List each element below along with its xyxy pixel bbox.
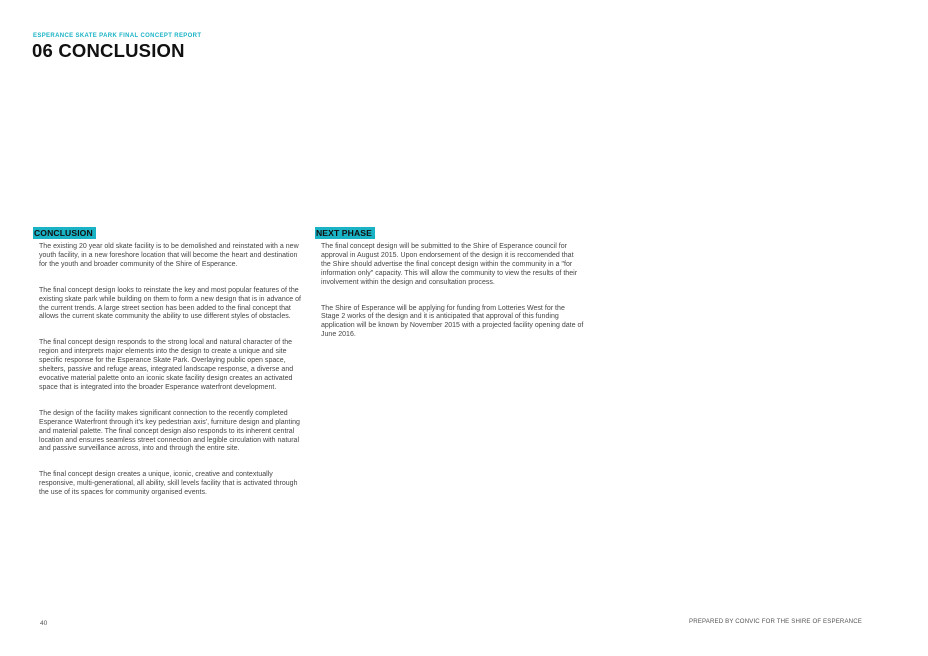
next-phase-heading: NEXT PHASE <box>315 227 375 239</box>
report-title: ESPERANCE SKATE PARK FINAL CONCEPT REPORT <box>33 33 202 39</box>
conclusion-paragraph-3: The final concept design responds to the strong local and natural character of the region and interprets major elements into the design to create a unique and site specific response for the Esperance Skate Park. Overlaying public open space, shelters, passive and refuge areas, integrated landscape response, a diverse and evocative material palette onto an iconic skate facility design creates an activated space that is integrated into the broader Esperance waterfront development. <box>39 339 294 391</box>
conclusion-section <box>33 223 303 498</box>
conclusion-paragraph-5: The final concept design creates a unique, iconic, creative and contextually responsive, multi-generational, all ability, skill levels facility that is activated through the use of its spaces for community organised events. <box>39 471 298 497</box>
next-phase-paragraph-2: The Shire of Esperance will be applying for funding from Lotteries West for the Stage 2 works of the design and it is anticipated that approval of this funding application will be known by November 2015 with a projected facility opening date of June 2016. <box>321 304 584 339</box>
footer-credit: PREPARED BY CONVIC FOR THE SHIRE OF ESPERANCE <box>688 618 862 625</box>
page-number: 40 <box>40 620 48 627</box>
conclusion-paragraph-1: The existing 20 year old skate facility is to be demolished and reinstated with a new youth facility, in a new foreshore location that will become the heart and destination for the youth and broader community of the Shire of Esperance. <box>39 243 299 268</box>
conclusion-paragraph-4: The design of the facility makes significant connection to the recently completed Esperance Waterfront through it's key pedestrian axis', furniture design and planting and material palette. The final concept design also responds to its inherent central location and ensures seamless street connection and legible circulation with natural and passive surveillance across, into and through the entire site. <box>39 409 300 453</box>
next-phase-section <box>315 223 585 340</box>
next-phase-paragraph-1: The final concept design will be submitted to the Shire of Esperance council for approval in August 2015. Upon endorsement of the design it is reccomended that the Shire should advertise the final concept design within the community in a "for information only" capacity. This will allow the community to view the results of their involvement within the design and consultation process. <box>321 243 578 286</box>
conclusion-paragraph-2: The final concept design looks to reinstate the key and most popular features of the existing skate park while building on them to form a new design that is in advance of the current trends. A large street section has been added to the final concept that allows the current skate community the ability to use different styles of obstacles. <box>39 286 302 321</box>
conclusion-heading: CONCLUSION <box>33 227 96 239</box>
page-title: 06 CONCLUSION <box>32 40 185 61</box>
